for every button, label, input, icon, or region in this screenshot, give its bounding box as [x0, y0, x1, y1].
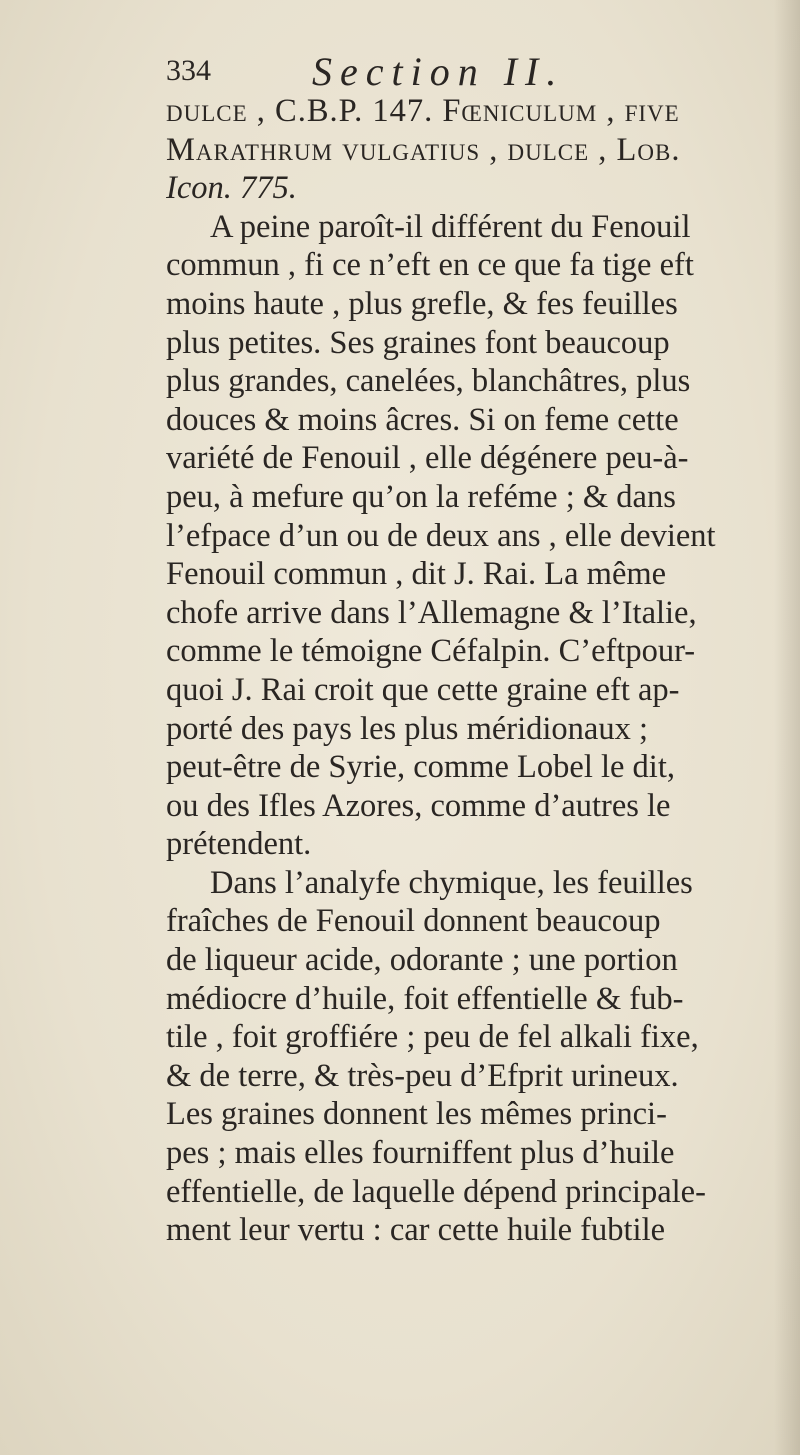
page-edge-shadow — [774, 0, 800, 1455]
text-line: tile , foit groffiére ; peu de fel alkali fixe, — [166, 1019, 699, 1056]
text-line: porté des pays les plus méridionaux ; — [166, 710, 648, 747]
text-line: quoi J. Rai croit que cette graine eft ap- — [166, 671, 680, 708]
text-line: Fenouil commun , dit J. Rai. La même — [166, 556, 667, 593]
running-head: Section II. — [312, 49, 565, 94]
text-line: de liqueur acide, odorante ; une portion — [166, 942, 678, 979]
page-number: 334 — [166, 54, 211, 87]
text-line: moins haute , plus grefle, & fes feuilles — [166, 285, 678, 322]
text-line: comme le témoigne Céfalpin. C’eftpour- — [166, 633, 696, 670]
body-text — [166, 92, 766, 1250]
text-line: pes ; mais elles fourniffent plus d’huile — [166, 1135, 675, 1172]
text-line: ment leur vertu : car cette huile fubtile — [166, 1212, 666, 1249]
text-line: fraîches de Fenouil donnent beaucoup — [166, 903, 661, 940]
text-line: effentielle, de laquelle dépend principale- — [166, 1173, 706, 1210]
text-line: plus grandes, canelées, blanchâtres, plus — [166, 363, 691, 400]
paragraph-start-line: A peine paroît-il différent du Fenouil — [210, 208, 691, 245]
text-line: Les graines donnent les mêmes princi- — [166, 1096, 667, 1133]
text-line: variété de Fenouil , elle dégénere peu-à- — [166, 440, 689, 477]
text-line: prétendent. — [166, 826, 312, 863]
text-line: plus petites. Ses graines font beaucoup — [166, 324, 670, 361]
text-line: chofe arrive dans l’Allemagne & l’Italie, — [166, 594, 697, 631]
text-line: commun , fi ce n’eft en ce que fa tige eft — [166, 247, 694, 284]
text-line: Icon. 775. — [166, 170, 297, 207]
text-line: l’efpace d’un ou de deux ans , elle devient — [166, 517, 716, 554]
paragraph-start-line: Dans l’analyfe chymique, les feuilles — [210, 864, 693, 901]
page-header — [166, 48, 726, 96]
text-line: dulce , C.B.P. 147. Fœniculum , five — [166, 93, 680, 129]
text-line: médiocre d’huile, foit effentielle & fub- — [166, 980, 684, 1017]
text-line: Marathrum vulgatius , dulce , Lob. — [166, 131, 681, 168]
text-line: douces & moins âcres. Si on feme cette — [166, 401, 679, 438]
text-line: peut-être de Syrie, comme Lobel le dit, — [166, 749, 675, 786]
text-line: & de terre, & très-peu d’Efprit urineux. — [166, 1057, 679, 1094]
text-line: peu, à mefure qu’on la reféme ; & dans — [166, 478, 676, 515]
text-line: ou des Ifles Azores, comme d’autres le — [166, 787, 671, 824]
